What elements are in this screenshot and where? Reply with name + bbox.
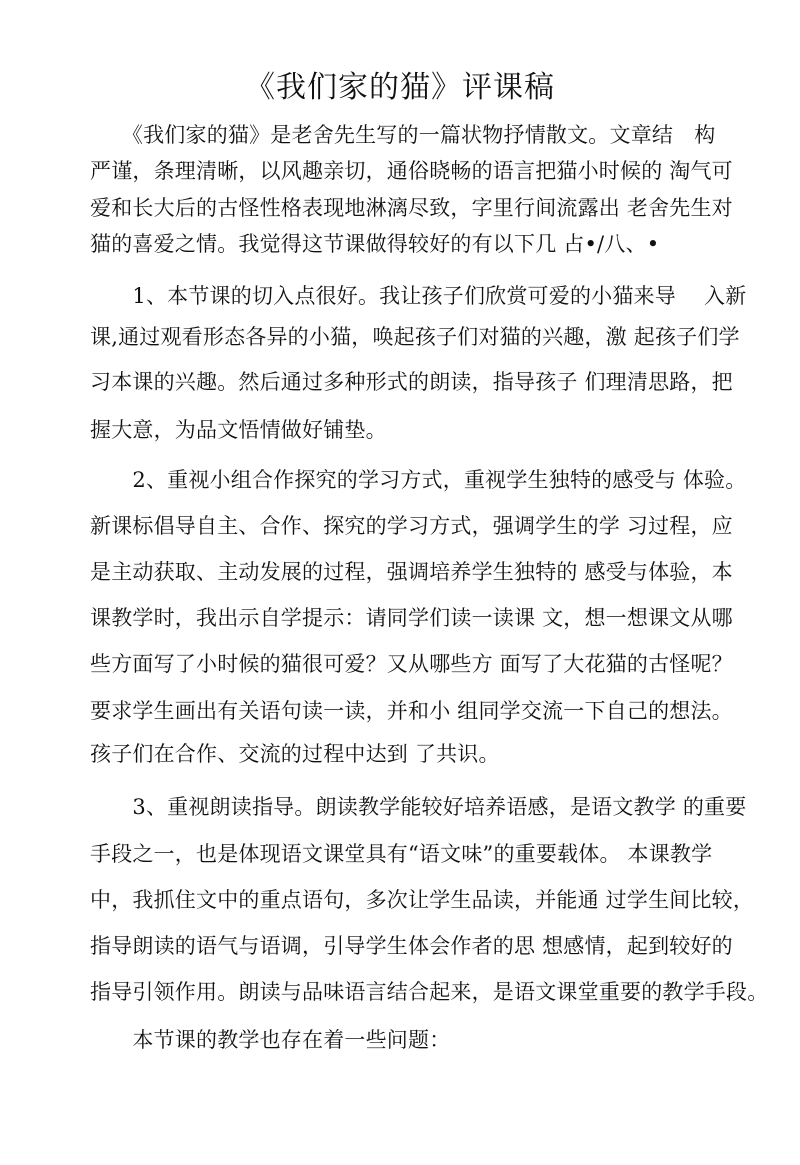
paragraph-line: 孩子们在合作、交流的过程中达到 了共识。 — [90, 742, 500, 766]
paragraph-line: 1、本节课的切入点很好。我让孩子们欣赏可爱的小猫来导 入新 — [90, 284, 747, 308]
paragraph-line: 2、重视小组合作探究的学习方式，重视学生独特的感受与 体验。 — [90, 468, 747, 492]
paragraph-line: 猫的喜爱之情。我觉得这节课做得较好的有以下几 占•/八、• — [90, 232, 660, 256]
paragraph-line: 习本课的兴趣。然后通过多种形式的朗读，指导孩子 们理清思路，把 — [90, 370, 733, 394]
paragraph-line: 要求学生画出有关语句读一读，并和小 组同学交流一下自己的想法。 — [90, 699, 733, 723]
paragraph-line: 严谨，条理清晰，以风趣亲切，通俗晓畅的语言把猫小时候的 淘气可 — [90, 159, 733, 183]
paragraph-line: 爱和长大后的古怪性格表现地淋漓尽致，字里行间流露出 老舍先生对 — [90, 196, 733, 220]
paragraph-line: 些方面写了小时候的猫很可爱？又从哪些方 面写了大花猫的古怪呢？ — [90, 652, 733, 676]
paragraph-line: 手段之一，也是体现语文课堂具有“语文味”的重要载体。 本课教学 — [90, 842, 713, 866]
paragraph-line: 3、重视朗读指导。朗读教学能较好培养语感，是语文教学 的重要 — [90, 795, 747, 819]
paragraph-line: 《我们家的猫》是老舍先生写的一篇状物抒情散文。文章结 构 — [90, 123, 716, 147]
paragraph-line: 课,通过观看形态各异的小猫，唤起孩子们对猫的兴趣，激 起孩子们学 — [90, 325, 740, 349]
paragraph-line: 指导引领作用。朗读与品味语言结合起来，是语文课堂重要的教学手段。 — [90, 980, 769, 1004]
paragraph-line: 指导朗读的语气与语调，引导学生体会作者的思 想感情，起到较好的 — [90, 934, 733, 958]
paragraph-line: 中，我抓住文中的重点语句，多次让学生品读，并能通 过学生间比较， — [90, 888, 755, 912]
paragraph-line: 握大意，为品文悟情做好铺垫。 — [90, 418, 387, 442]
paragraph-line: 本节课的教学也存在着一些问题： — [90, 1028, 451, 1052]
paragraph-line: 是主动获取、主动发展的过程，强调培养学生独特的 感受与体验，本 — [90, 560, 733, 584]
page-title: 《我们家的猫》评课稿 — [245, 70, 555, 105]
paragraph-line: 新课标倡导自主、合作、探究的学习方式，强调学生的学 习过程，应 — [90, 514, 733, 538]
paragraph-line: 课教学时，我出示自学提示：请同学们读一读课 文，想一想课文从哪 — [90, 606, 733, 630]
